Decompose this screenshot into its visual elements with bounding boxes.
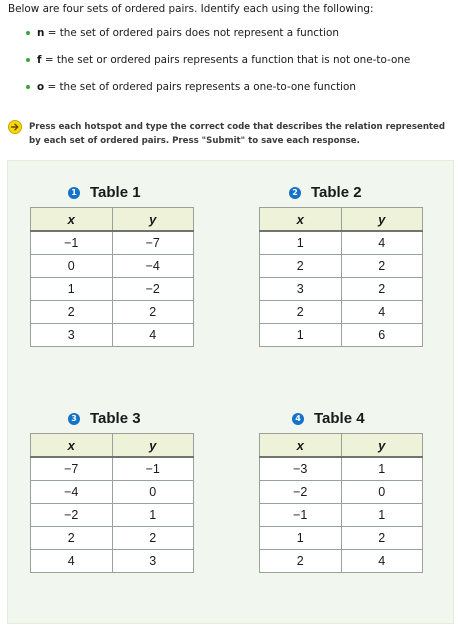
y-header: y: [112, 208, 194, 232]
y-cell: 4: [341, 231, 423, 255]
x-header: x: [260, 434, 342, 458]
tables-panel: [7, 160, 454, 624]
table-row: [31, 324, 194, 347]
x-cell: −2: [31, 504, 113, 527]
x-cell: 2: [260, 301, 342, 324]
table-header: [259, 409, 423, 431]
code-description: = the set or ordered pairs represents a function that is not one-to-one: [41, 54, 411, 66]
table-title: Table 4: [314, 410, 365, 427]
x-cell: 4: [31, 550, 113, 573]
y-cell: 4: [341, 301, 423, 324]
x-cell: 1: [260, 527, 342, 550]
x-cell: −7: [31, 457, 113, 481]
table-header: [30, 409, 194, 431]
x-cell: −4: [31, 481, 113, 504]
table-row: [31, 231, 194, 255]
y-cell: 3: [112, 550, 194, 573]
hotspot-1-badge[interactable]: 1: [68, 187, 80, 199]
intro-text: Below are four sets of ordered pairs. Identify each using the following:: [8, 3, 374, 15]
code-description: = the set of ordered pairs does not represent a function: [44, 27, 339, 39]
y-cell: −7: [112, 231, 194, 255]
y-cell: 6: [341, 324, 423, 347]
table-row: [31, 504, 194, 527]
arrow-right-circle-icon: [8, 120, 22, 134]
table-2: [259, 207, 423, 347]
table-row: [260, 324, 423, 347]
y-cell: 1: [341, 457, 423, 481]
x-cell: 2: [31, 527, 113, 550]
table-row: [260, 278, 423, 301]
y-header: y: [341, 434, 423, 458]
bullet-dot-icon: [26, 58, 30, 62]
y-header: y: [341, 208, 423, 232]
x-cell: −1: [31, 231, 113, 255]
code-description: = the set of ordered pairs represents a one-to-one function: [44, 81, 356, 93]
x-cell: 2: [31, 301, 113, 324]
x-cell: 3: [31, 324, 113, 347]
y-cell: 2: [112, 301, 194, 324]
table-title: Table 3: [90, 410, 141, 427]
code-letter: n: [37, 27, 45, 39]
x-cell: 0: [31, 255, 113, 278]
table-1: [30, 207, 194, 347]
hotspot-2-badge[interactable]: 2: [289, 187, 301, 199]
table-row: [260, 457, 423, 481]
table-header: [259, 183, 423, 205]
x-cell: 2: [260, 550, 342, 573]
y-cell: 2: [341, 255, 423, 278]
y-cell: −2: [112, 278, 194, 301]
x-cell: −3: [260, 457, 342, 481]
y-cell: −4: [112, 255, 194, 278]
code-letter: o: [37, 81, 45, 93]
instructions: [8, 119, 456, 149]
y-cell: 2: [341, 278, 423, 301]
instructions-text: Press each hotspot and type the correct code that describes the relation represented by each set of ordered pairs. Press "Submit" to save each response.: [29, 122, 446, 146]
x-header: x: [31, 434, 113, 458]
table-row: [260, 231, 423, 255]
bullet-dot-icon: [26, 31, 30, 35]
hotspot-4-badge[interactable]: 4: [292, 413, 304, 425]
table-row: [260, 527, 423, 550]
x-header: x: [31, 208, 113, 232]
y-cell: 4: [341, 550, 423, 573]
y-cell: 2: [112, 527, 194, 550]
x-header: x: [260, 208, 342, 232]
table-row: [260, 255, 423, 278]
x-cell: 2: [260, 255, 342, 278]
table-4: [259, 433, 423, 573]
y-cell: 1: [341, 504, 423, 527]
x-cell: −1: [260, 504, 342, 527]
x-cell: 3: [260, 278, 342, 301]
table-title: Table 2: [311, 184, 362, 201]
table-3: [30, 433, 194, 573]
hotspot-3-badge[interactable]: 3: [68, 413, 80, 425]
y-cell: 0: [341, 481, 423, 504]
table-row: [260, 481, 423, 504]
table-row: [31, 527, 194, 550]
y-cell: −1: [112, 457, 194, 481]
y-header: y: [112, 434, 194, 458]
table-row: [31, 457, 194, 481]
table-row: [31, 255, 194, 278]
x-cell: −2: [260, 481, 342, 504]
table-row: [260, 301, 423, 324]
table-row: [260, 504, 423, 527]
table-row: [31, 301, 194, 324]
x-cell: 1: [260, 231, 342, 255]
x-cell: 1: [31, 278, 113, 301]
bullet-dot-icon: [26, 85, 30, 89]
y-cell: 0: [112, 481, 194, 504]
x-cell: 1: [260, 324, 342, 347]
table-row: [31, 278, 194, 301]
y-cell: 4: [112, 324, 194, 347]
table-row: [31, 481, 194, 504]
y-cell: 2: [341, 527, 423, 550]
y-cell: 1: [112, 504, 194, 527]
table-title: Table 1: [90, 184, 141, 201]
table-header: [30, 183, 194, 205]
table-row: [260, 550, 423, 573]
table-row: [31, 550, 194, 573]
code-letter: f: [37, 54, 42, 66]
